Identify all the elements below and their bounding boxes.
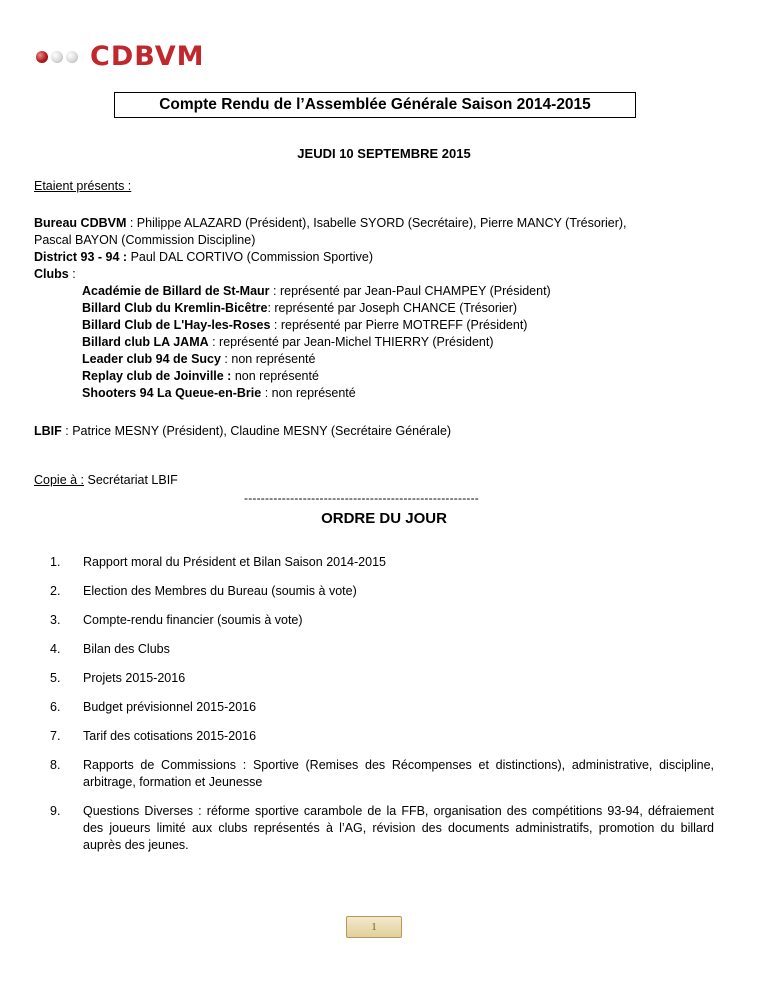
club-name: Billard club LA JAMA <box>82 335 209 349</box>
bureau-line-2: Pascal BAYON (Commission Discipline) <box>34 233 256 247</box>
separator-line: -------------------------------------------------------- <box>244 491 479 505</box>
club-name: Académie de Billard de St-Maur <box>82 284 270 298</box>
agenda-item <box>50 583 714 600</box>
agenda-text: Compte-rendu financier (soumis à vote) <box>83 613 303 627</box>
club-name: Leader club 94 de Sucy <box>82 352 221 366</box>
club-representation: : représenté par Jean-Paul CHAMPEY (Président) <box>269 284 551 298</box>
agenda-item <box>50 699 714 716</box>
agenda-item <box>50 670 714 687</box>
agenda-text: Rapports de Commissions : Sportive (Remises des Récompenses et distinctions), administrative, discipline, arbitrage, formation et Jeunesse <box>83 758 714 789</box>
logo-text: CDBVM <box>90 41 205 72</box>
agenda-text: Budget prévisionnel 2015-2016 <box>83 700 257 714</box>
club-item <box>82 351 315 368</box>
lbif-members: : Patrice MESNY (Président), Claudine MESNY (Secrétaire Générale) <box>61 424 452 438</box>
copy-label: Copie à : <box>34 473 85 487</box>
agenda-text: Rapport moral du Président et Bilan Saison 2014-2015 <box>83 555 386 569</box>
cdbvm-logo <box>34 40 204 74</box>
club-representation: non représenté <box>231 369 319 383</box>
district-label: District 93 - 94 : <box>34 250 128 264</box>
document-title: Compte Rendu de l’Assemblée Générale Saison 2014-2015 <box>114 92 636 118</box>
club-name: Billard Club de L'Hay-les-Roses <box>82 318 271 332</box>
agenda-number: 6. <box>50 700 61 714</box>
agenda-text: Bilan des Clubs <box>83 642 170 656</box>
club-representation: : représenté par Pierre MOTREFF (Président) <box>270 318 528 332</box>
agenda-number: 4. <box>50 642 61 656</box>
club-item <box>82 283 551 300</box>
agenda-text: Election des Membres du Bureau (soumis à vote) <box>83 584 357 598</box>
club-item <box>82 317 527 334</box>
copy-recipient: Secrétariat LBIF <box>84 473 178 487</box>
copy-line <box>34 472 178 489</box>
agenda-list <box>50 554 714 866</box>
club-item <box>82 368 319 385</box>
agenda-text: Projets 2015-2016 <box>83 671 186 685</box>
club-item <box>82 300 517 317</box>
agenda-text: Tarif des cotisations 2015-2016 <box>83 729 257 743</box>
agenda-item <box>50 554 714 571</box>
agenda-number: 8. <box>50 758 61 772</box>
club-name: Billard Club du Kremlin-Bicêtre <box>82 301 268 315</box>
agenda-text: Questions Diverses : réforme sportive carambole de la FFB, organisation des compétitions 93-94, défraiement des joueurs limité aux clubs représentés à l’AG, révision des documents administratifs, promotion du billard auprès des jeunes. <box>83 804 714 852</box>
lbif-label: LBIF <box>34 424 62 438</box>
agenda-number: 2. <box>50 584 61 598</box>
club-name: Replay club de Joinville : <box>82 369 232 383</box>
club-representation: : représenté par Joseph CHANCE (Trésorier) <box>267 301 518 315</box>
agenda-item <box>50 728 714 745</box>
club-name: Shooters 94 La Queue-en-Brie <box>82 386 262 400</box>
agenda-number: 9. <box>50 804 61 818</box>
meeting-date: JEUDI 10 SEPTEMBRE 2015 <box>297 146 471 161</box>
agenda-number: 5. <box>50 671 61 685</box>
clubs-label: Clubs <box>34 267 69 281</box>
agenda-item <box>50 757 714 791</box>
club-representation: : non représenté <box>220 352 316 366</box>
bureau-label: Bureau CDBVM <box>34 216 127 230</box>
clubs-heading: Clubs : <box>34 267 76 281</box>
billiard-balls-icon <box>34 47 84 67</box>
lbif-line <box>34 423 451 440</box>
agenda-number: 7. <box>50 729 61 743</box>
agenda-number: 3. <box>50 613 61 627</box>
agenda-item <box>50 612 714 629</box>
district-members: Paul DAL CORTIVO (Commission Sportive) <box>127 250 373 264</box>
bureau-members: : Philippe ALAZARD (Président), Isabelle SYORD (Secrétaire), Pierre MANCY (Trésorier), <box>126 216 627 230</box>
page-number-badge: 1 <box>346 916 402 938</box>
club-item <box>82 385 356 402</box>
agenda-item <box>50 641 714 658</box>
bureau-line <box>34 215 627 232</box>
district-line <box>34 249 373 266</box>
agenda-title: ORDRE DU JOUR <box>321 510 447 527</box>
club-item <box>82 334 494 351</box>
agenda-item <box>50 803 714 854</box>
present-label: Etaient présents : <box>34 179 132 193</box>
club-representation: : représenté par Jean-Michel THIERRY (Président) <box>208 335 494 349</box>
agenda-number: 1. <box>50 555 61 569</box>
club-representation: : non représenté <box>261 386 356 400</box>
